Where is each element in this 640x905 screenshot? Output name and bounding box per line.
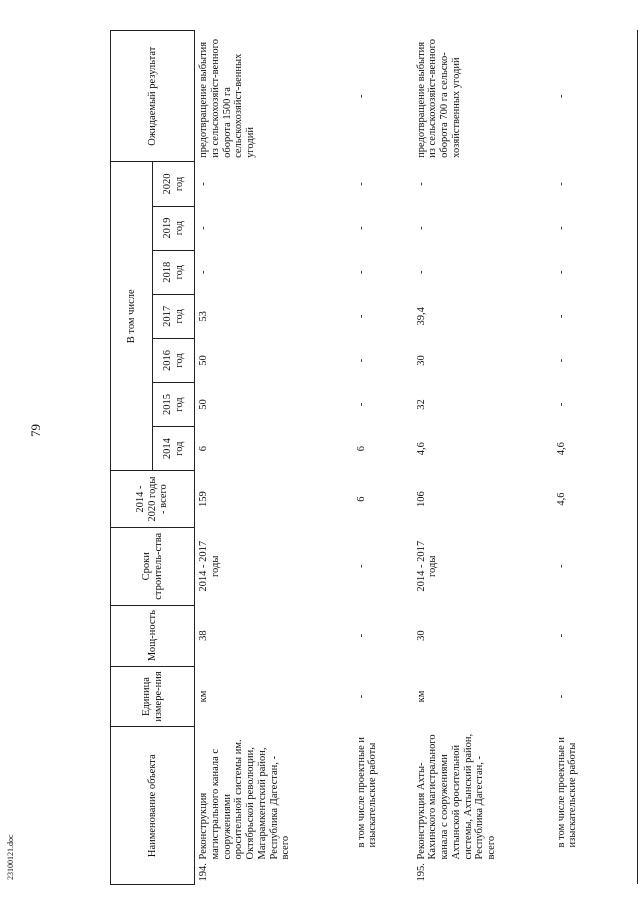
year-cell: 53 bbox=[198, 311, 209, 322]
year-cell: 6 bbox=[355, 446, 367, 452]
header-unit: Единица измере-ния bbox=[111, 666, 195, 727]
result-cell: - bbox=[355, 94, 367, 98]
year-cell: - bbox=[198, 270, 209, 274]
year-cell: 50 bbox=[198, 399, 209, 410]
year-cell: - bbox=[415, 270, 427, 274]
terms-cell: 2014 - 2017 годы bbox=[198, 540, 221, 592]
year-cell: - bbox=[355, 358, 367, 363]
table-row bbox=[353, 31, 413, 885]
year-cell: - bbox=[355, 226, 367, 230]
table-row bbox=[553, 31, 638, 885]
header-result: Ожидаемый результат bbox=[111, 31, 195, 162]
unit-cell: - bbox=[553, 666, 638, 727]
capacity-cell: - bbox=[553, 605, 638, 666]
unit-cell: км bbox=[198, 690, 209, 703]
header-year: 2014 год bbox=[153, 427, 195, 471]
document-code: 23100121.doc bbox=[6, 834, 15, 880]
table-row bbox=[413, 31, 553, 885]
result-cell: предотвращение выбытия из сельскохозяйст-венного оборота 700 га сельско-хозяйственных угодий bbox=[415, 39, 462, 158]
row-number: 195. bbox=[415, 863, 427, 882]
year-cell: - bbox=[553, 250, 638, 294]
year-cell: 4,6 bbox=[415, 442, 427, 456]
header-name: Наименование объекта bbox=[111, 727, 195, 885]
total-cell: 4,6 bbox=[553, 471, 638, 528]
header-total: 2014 - 2020 годы - всего bbox=[111, 471, 195, 528]
unit-cell: км bbox=[415, 690, 427, 703]
total-cell: 159 bbox=[198, 491, 209, 507]
header-year: 2017 год bbox=[153, 294, 195, 338]
capacity-cell: 30 bbox=[415, 630, 427, 641]
year-cell: - bbox=[553, 162, 638, 206]
year-cell: - bbox=[553, 382, 638, 426]
header-year: 2020 год bbox=[153, 162, 195, 206]
year-cell: - bbox=[355, 182, 367, 186]
year-cell: 30 bbox=[415, 355, 427, 366]
page-number: 79 bbox=[28, 424, 43, 437]
result-cell: предотвращение выбытия из сельскохозяйст-венного оборота 1500 га сельскохозяйст-венных угодий bbox=[198, 39, 256, 158]
result-cell: - bbox=[553, 31, 638, 162]
row-number bbox=[553, 864, 638, 885]
header-year: 2018 год bbox=[153, 250, 195, 294]
header-terms: Сроки строитель-ства bbox=[111, 527, 195, 605]
total-cell: 6 bbox=[355, 496, 367, 502]
year-cell: - bbox=[355, 270, 367, 274]
year-cell: 32 bbox=[415, 399, 427, 410]
object-name: в том числе проектные и изыскательские работы bbox=[553, 727, 638, 864]
header-year: 2016 год bbox=[153, 338, 195, 382]
year-cell: - bbox=[553, 294, 638, 338]
row-number: 194. bbox=[198, 863, 209, 882]
capacity-cell: - bbox=[355, 633, 367, 638]
object-name: Реконструкция Ахты-Кахинского магистрального канала с сооружениями Ахтынской оросительной системы, Ахтынский район, Республика Дагестан, - всего bbox=[415, 733, 497, 860]
header-including: В том числе bbox=[111, 162, 153, 471]
year-cell: - bbox=[553, 206, 638, 250]
header-year: 2015 год bbox=[153, 382, 195, 426]
row-number bbox=[353, 864, 413, 885]
unit-cell: - bbox=[355, 694, 367, 699]
total-cell: 106 bbox=[415, 491, 427, 507]
year-cell: - bbox=[355, 402, 367, 407]
year-cell: 39,4 bbox=[415, 307, 427, 326]
terms-cell: - bbox=[355, 564, 367, 569]
object-name: в том числе проектные и изыскательские работы bbox=[355, 737, 379, 848]
year-cell: - bbox=[198, 182, 209, 186]
year-cell: 50 bbox=[198, 355, 209, 366]
year-cell: - bbox=[553, 338, 638, 382]
year-cell: - bbox=[415, 226, 427, 230]
header-capacity: Мощ-ность bbox=[111, 605, 195, 666]
table-row bbox=[195, 31, 353, 885]
objects-table bbox=[110, 30, 638, 885]
year-cell: - bbox=[415, 182, 427, 186]
year-cell: - bbox=[198, 226, 209, 230]
year-cell: 6 bbox=[198, 446, 209, 452]
object-name: Реконструкция магистрального канала с сооружениями оросительной системы им. Октябрьской революции, Магарамкентский район, Республика Дагестан, - всего bbox=[198, 739, 292, 860]
header-year: 2019 год bbox=[153, 206, 195, 250]
capacity-cell: 38 bbox=[198, 630, 209, 641]
year-cell: - bbox=[355, 314, 367, 319]
rotated-page-content bbox=[110, 30, 579, 885]
year-cell: 4,6 bbox=[553, 427, 638, 471]
terms-cell: 2014 - 2017 годы bbox=[415, 540, 439, 592]
terms-cell: - bbox=[553, 527, 638, 605]
